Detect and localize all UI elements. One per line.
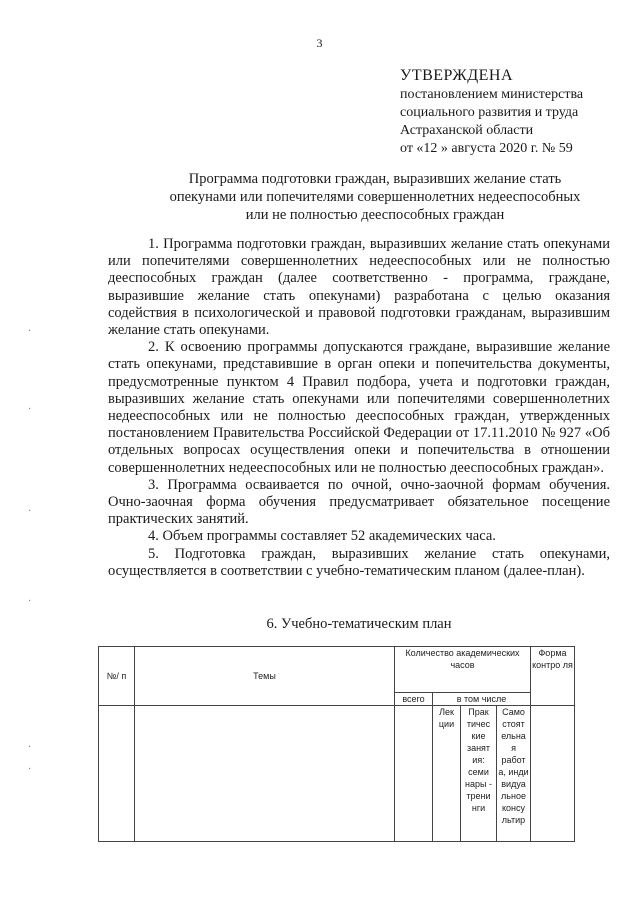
approval-line: Астраханской области bbox=[400, 123, 534, 138]
scan-mark: · bbox=[28, 326, 32, 337]
cell-number bbox=[99, 706, 135, 842]
document-title bbox=[150, 170, 600, 224]
paragraph-3: 3. Программа осваивается по очной, очно-заочной формам обучения. Очно-заочная форма обучения предусматривает обязательное посещение практических занятий. bbox=[108, 476, 610, 528]
approval-line: постановлением министерства bbox=[400, 87, 584, 102]
header-number: №/ п bbox=[99, 647, 135, 706]
header-lectures: Лек ции bbox=[433, 706, 461, 842]
study-plan-table bbox=[98, 646, 575, 842]
scan-mark: · bbox=[28, 506, 32, 517]
cell-total bbox=[395, 706, 433, 842]
title-line: Программа подготовки граждан, выразивших желание стать bbox=[188, 171, 562, 187]
header-hours: Количество академических часов bbox=[395, 647, 531, 693]
header-control-form: Форма контро ля bbox=[531, 647, 575, 706]
header-topics: Темы bbox=[135, 647, 395, 706]
header-self-study: Само стоят ельна я работ а, инди видуа льное консу льтир bbox=[497, 706, 531, 842]
cell-control-form bbox=[531, 706, 575, 842]
scan-mark: · bbox=[28, 764, 32, 775]
scan-mark: · bbox=[28, 596, 32, 607]
scan-mark: · bbox=[28, 404, 32, 415]
approval-title: УТВЕРЖДЕНА bbox=[400, 67, 514, 84]
cell-topics bbox=[135, 706, 395, 842]
page-number: 3 bbox=[316, 36, 323, 50]
header-total: всего bbox=[395, 693, 433, 706]
header-practice: Прак тичес кие занят ия: семи нары - трени нги bbox=[461, 706, 497, 842]
header-including: в том числе bbox=[433, 693, 531, 706]
body-text bbox=[108, 236, 610, 580]
approval-line: социального развития и труда bbox=[400, 105, 579, 120]
paragraph-5: 5. Подготовка граждан, выразивших желание стать опекунами, осуществляется в соответствии с учебно-тематическим планом (далее-план). bbox=[108, 545, 610, 579]
title-line: опекунами или попечителями совершеннолетних недееспособных bbox=[169, 189, 581, 205]
paragraph-4: 4. Объем программы составляет 52 академических часа. bbox=[148, 528, 496, 545]
approval-line: от «12 » августа 2020 г. № 59 bbox=[400, 141, 573, 156]
approval-block bbox=[400, 66, 630, 158]
scan-mark: · bbox=[28, 742, 32, 753]
section-title: 6. Учебно-тематическим план bbox=[266, 616, 452, 632]
paragraph-2: 2. К освоению программы допускаются граждане, выразившие желание стать опекунами, представившие в орган опеки и попечительства документы, предусмотренные пунктом 4 Правил подбора, учета и подготовки граждан, выразивших желание стать опекунами или попечителями совершеннолетних недееспособных или не полностью дееспособных граждан, утвержденных постановлением Правительства Российской Федерации от 17.11.2010 № 927 «Об отдельных вопросах осуществления опеки и попечительства в отношении совершеннолетних недееспособных или не полностью дееспособных граждан». bbox=[108, 339, 610, 476]
title-line: или не полностью дееспособных граждан bbox=[245, 207, 505, 223]
paragraph-1: 1. Программа подготовки граждан, выразивших желание стать опекунами или попечителями совершеннолетних недееспособных или не полностью дееспособных граждан (далее соответственно - программа, граждане, выразившие желание стать опекунами) разработана с целью оказания содействия в психологической и правовой подготовки гражданам, выразившим желание стать опекунами. bbox=[108, 236, 610, 339]
